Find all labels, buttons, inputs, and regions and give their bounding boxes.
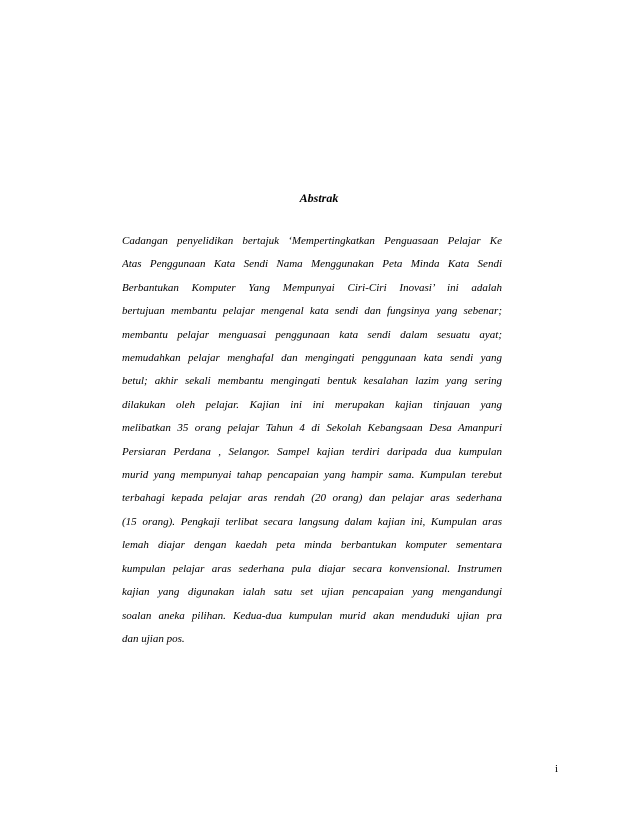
page-number: i — [555, 763, 559, 775]
abstract-line: terbahagi kepada pelajar aras rendah (20 orang) dan pelajar aras sederhana — [122, 492, 502, 505]
abstract-line: Cadangan penyelidikan bertajuk ‘Mempertingkatkan Penguasaan Pelajar Ke — [122, 235, 502, 247]
abstract-line: dan ujian pos. — [122, 632, 185, 645]
abstract-line: soalan aneka pilihan. Kedua-dua kumpulan murid akan menduduki ujian pra — [122, 609, 502, 622]
abstract-line: dilakukan oleh pelajar. Kajian ini ini merupakan kajian tinjauan yang — [122, 398, 502, 411]
abstract-line: Atas Penggunaan Kata Sendi Nama Menggunakan Peta Minda Kata Sendi — [122, 258, 502, 271]
abstract-line: bertujuan membantu pelajar mengenal kata sendi dan fungsinya yang sebenar; — [122, 305, 502, 318]
abstract-line: betul; akhir sekali membantu mengingati bentuk kesalahan lazim yang sering — [122, 375, 502, 388]
abstract-line: Persiaran Perdana , Selangor. Sampel kajian terdiri daripada dua kumpulan — [122, 445, 502, 458]
abstract-line: Berbantukan Komputer Yang Mempunyai Ciri-Ciri Inovasi’ ini adalah — [122, 281, 502, 294]
abstract-line: kajian yang digunakan ialah satu set ujian pencapaian yang mengandungi — [122, 586, 502, 599]
abstract-line: memudahkan pelajar menghafal dan mengingati penggunaan kata sendi yang — [122, 352, 502, 365]
abstract-title: Abstrak — [299, 191, 339, 205]
abstract-line: (15 orang). Pengkaji terlibat secara langsung dalam kajian ini, Kumpulan aras — [122, 515, 502, 528]
abstract-line: murid yang mempunyai tahap pencapaian yang hampir sama. Kumpulan terebut — [122, 469, 502, 482]
abstract-line: membantu pelajar menguasai penggunaan kata sendi dalam sesuatu ayat; — [122, 328, 502, 341]
abstract-line: kumpulan pelajar aras sederhana pula diajar secara konvensional. Instrumen — [122, 562, 502, 575]
abstract-body — [122, 230, 502, 651]
abstract-line: melibatkan 35 orang pelajar Tahun 4 di Sekolah Kebangsaan Desa Amanpuri — [122, 422, 502, 435]
abstract-line: lemah diajar dengan kaedah peta minda berbantukan komputer sementara — [122, 539, 502, 552]
